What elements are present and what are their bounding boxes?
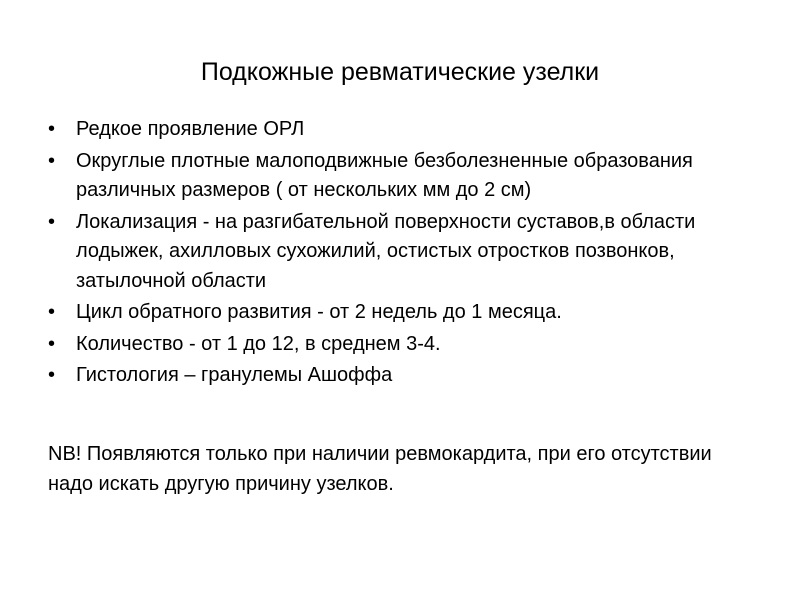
bullet-icon: • <box>48 118 56 140</box>
bullet-text: Локализация - на разгибательной поверхности суставов,в области лодыжек, ахилловых сухожилий, остистых отростков позвонков, затылочной области <box>76 210 696 292</box>
list-item <box>48 208 768 297</box>
bullet-text: Редкое проявление ОРЛ <box>76 118 305 140</box>
bullet-icon: • <box>48 210 56 233</box>
bullet-text: Округлые плотные малоподвижные безболезненные образования различных размеров ( от нескольких мм до 2 см) <box>76 149 693 201</box>
bullet-icon: • <box>48 149 56 172</box>
bullet-text: Гистология – гранулемы Ашоффа <box>76 364 393 386</box>
bullet-icon: • <box>48 364 56 386</box>
note-paragraph: NB! Появляются только при наличии ревмокардита, при его отсутствии надо искать другую причину узелков. <box>48 443 712 495</box>
list-item <box>48 330 768 360</box>
bullet-text: Количество - от 1 до 12, в среднем 3-4. <box>76 332 441 355</box>
list-item <box>48 147 768 206</box>
list-item <box>48 115 768 145</box>
list-item <box>48 298 768 328</box>
bullet-list <box>48 115 768 391</box>
bullet-text: Цикл обратного развития - от 2 недель до 1 месяца. <box>76 301 562 323</box>
bullet-icon: • <box>48 332 56 355</box>
bullet-icon: • <box>48 301 56 323</box>
list-item <box>48 361 768 391</box>
slide-title: Подкожные ревматические узелки <box>200 58 600 86</box>
